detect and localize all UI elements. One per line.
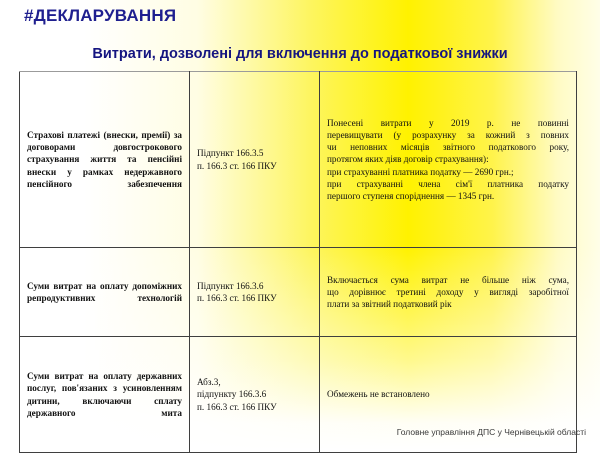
benefits-table (19, 71, 577, 453)
legal-reference (190, 72, 320, 248)
limit-note-line: що дорівнює третині доходу у вигляді заробітної (327, 286, 569, 297)
page-title: Витрати, дозволені для включення до податкової знижки (92, 46, 508, 62)
limit-note-line: Обмежень не встановлено (327, 389, 430, 400)
legal-reference-line: Підпункт 166.3.5 (197, 148, 264, 159)
hashtag-label: #ДЕКЛАРУВАННЯ (24, 6, 177, 25)
limit-note-line: при страхуванні платника податку — 2690 грн.; (327, 166, 514, 177)
limit-note-line: Понесені витрати у 2019 р. не повинні (327, 117, 569, 128)
limit-note-line: чи неповних місяців звітного податкового року, (327, 142, 569, 153)
table-row (20, 248, 577, 337)
table-row (20, 72, 577, 248)
limit-note-line: першого ступеня споріднення — 1345 грн. (327, 191, 495, 202)
limit-note-line: перевищувати (у розрахунку за кожний з повних (327, 129, 569, 140)
legal-reference-line: Підпункт 166.3.6 (197, 280, 264, 291)
limit-note-line: протягом яких діяв договір страхування): (327, 154, 489, 165)
legal-reference (190, 248, 320, 337)
legal-reference-line: Абз.3, (197, 377, 221, 388)
benefits-table-container (19, 71, 576, 421)
footer-attribution: Головне управління ДПС у Чернівецькій області (396, 427, 586, 437)
limit-note (320, 248, 577, 337)
limit-note-line: плати за звітний податковий рік (327, 299, 452, 310)
legal-reference-line: підпункту 166.3.6 (197, 389, 267, 400)
legal-reference-line: п. 166.3 ст. 166 ПКУ (197, 401, 277, 412)
limit-note-line: при страхуванні члена сім'ї платника податку (327, 178, 569, 189)
expense-description: Суми витрат на оплату державних послуг, пов'язаних з усиновленням дитини, включаючи сплату державного мита (20, 337, 190, 453)
legal-reference-line: п. 166.3 ст. 166 ПКУ (197, 293, 277, 303)
limit-note-line: Включається сума витрат не більше ніж сума, (327, 274, 569, 285)
legal-reference-line: п. 166.3 ст. 166 ПКУ (197, 160, 277, 171)
limit-note (320, 72, 577, 248)
expense-description: Страхові платежі (внески, премії) за договорами довгострокового страхування життя та пенсійні внески у рамках недержавного пенсійного забезпечення (20, 72, 190, 248)
expense-description: Суми витрат на оплату допоміжних репродуктивних технологій (20, 248, 190, 337)
